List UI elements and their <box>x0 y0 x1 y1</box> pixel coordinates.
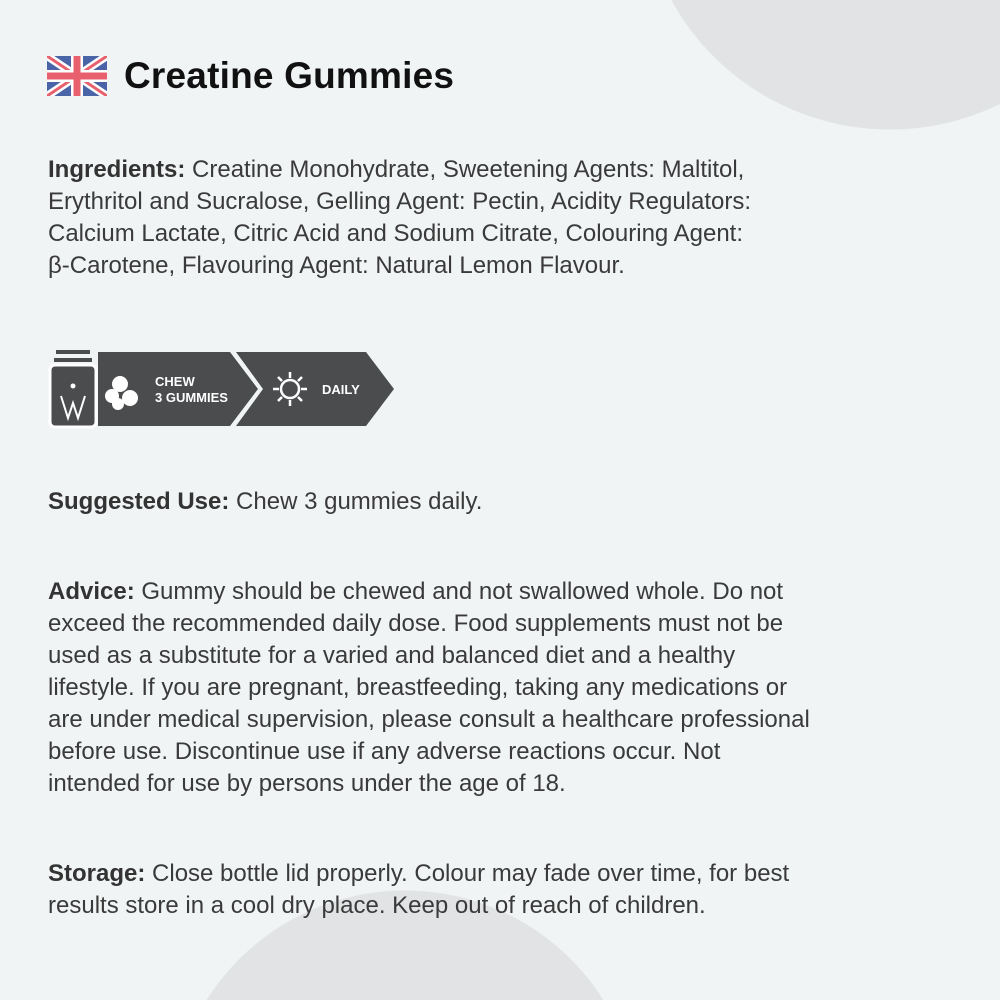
page-title: Creatine Gummies <box>124 55 455 96</box>
step-chew: CHEW <box>155 374 195 389</box>
storage-text: Close bottle lid properly. Colour may fade over time, for best <box>152 860 790 887</box>
ingredients-text: Creatine Monohydrate, Sweetening Agents: Maltitol, <box>192 156 745 183</box>
storage-label: Storage: <box>48 860 146 887</box>
advice-text: used as a substitute for a varied and balanced diet and a healthy <box>48 642 736 669</box>
storage-text: results store in a cool dry place. Keep out of reach of children. <box>48 892 706 919</box>
advice-label: Advice: <box>48 578 135 605</box>
step-daily: DAILY <box>322 382 360 397</box>
suggested-use-label: Suggested Use: <box>48 488 230 515</box>
bottle-icon <box>50 350 96 427</box>
ingredients-text: Erythritol and Sucralose, Gelling Agent: Pectin, Acidity Regulators: <box>48 188 752 215</box>
header <box>47 55 454 97</box>
ingredients-text: Calcium Lactate, Citric Acid and Sodium Citrate, Colouring Agent: <box>48 220 744 247</box>
step-gummies: 3 GUMMIES <box>155 390 228 405</box>
ingredients-section <box>48 154 978 282</box>
advice-text: lifestyle. If you are pregnant, breastfeeding, taking any medications or <box>48 674 788 701</box>
advice-text: before use. Discontinue use if any adverse reactions occur. Not <box>48 738 721 765</box>
advice-text: intended for use by persons under the age of 18. <box>48 770 566 797</box>
usage-banner <box>48 348 398 435</box>
advice-text: are under medical supervision, please consult a healthcare professional <box>48 706 810 733</box>
ingredients-label: Ingredients: <box>48 156 186 183</box>
suggested-use-section <box>48 486 978 518</box>
storage-section <box>48 858 978 922</box>
advice-section <box>48 576 978 800</box>
advice-text: exceed the recommended daily dose. Food supplements must not be <box>48 610 784 637</box>
ingredients-text: β-Carotene, Flavouring Agent: Natural Lemon Flavour. <box>48 252 625 279</box>
suggested-use-text: Chew 3 gummies daily. <box>236 488 483 515</box>
advice-text: Gummy should be chewed and not swallowed whole. Do not <box>141 578 784 605</box>
uk-flag-icon <box>47 56 107 96</box>
